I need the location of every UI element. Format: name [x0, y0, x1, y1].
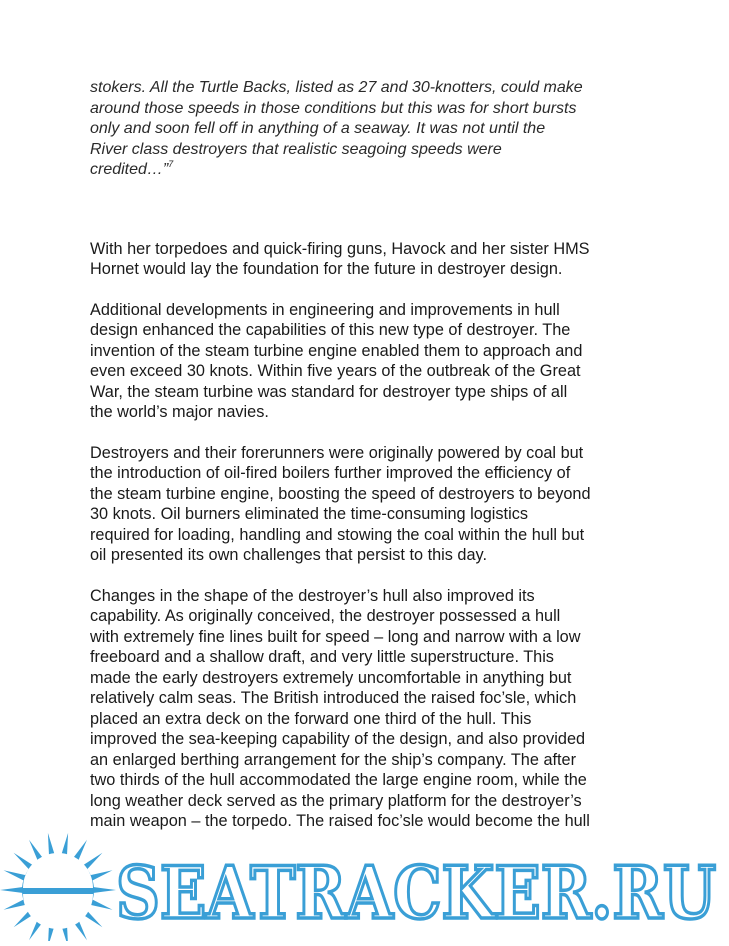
- sun-icon: [0, 833, 116, 941]
- paragraph: Additional developments in engineering and improvements in hull design enhanced the capabilities of this new type of destroyer. The invention of the steam turbine engine enabled them to approach and even exceed 30 knots. Within five years of the outbreak of the Great War, the steam turbine was standard for destroyer type ships of all the world’s major navies.: [90, 300, 583, 421]
- quote-text: stokers. All the Turtle Backs, listed as 27 and 30-knotters, could make around those speeds in those conditions but this was for short bursts only and soon fell off in anything of a seaway. It was not until the River class destroyers that realistic seagoing speeds were credited…”: [90, 79, 583, 178]
- watermark: [0, 830, 729, 941]
- paragraph: With her torpedoes and quick-firing guns, Havock and her sister HMS Hornet would lay the foundation for the future in destroyer design.: [90, 239, 590, 278]
- watermark-text: SEATRACKER.RU: [116, 850, 716, 935]
- block-quote: [90, 78, 650, 181]
- paragraph: Changes in the shape of the destroyer’s hull also improved its capability. As originally conceived, the destroyer possessed a hull with extremely fine lines built for speed – long and narrow with a low freeboard and a shallow draft, and very little superstructure. This made the early destroyers extremely uncomfortable in anything but relatively calm seas. The British introduced the raised foc’sle, which placed an extra deck on the forward one third of the hull. This improved the sea-keeping capability of the design, and also provided an enlarged berthing arrangement for the ship’s company. The after two thirds of the hull accommodated the large engine room, while the long weather deck served as the primary platform for the destroyer’s main weapon – the torpedo. The raised foc’sle would become the hull: [90, 586, 590, 830]
- sun-ray: [0, 887, 24, 893]
- footnote-marker: 7: [168, 159, 174, 169]
- document-body: [90, 78, 650, 852]
- sun-ray: [92, 887, 116, 893]
- paragraph: Destroyers and their forerunners were originally powered by coal but the introduction of oil-fired boilers further improved the efficiency of the steam turbine engine, boosting the speed of destroyers to beyond 30 knots. Oil burners eliminated the time-consuming logistics required for loading, handling and stowing the coal within the hull but oil presented its own challenges that persist to this day.: [90, 443, 591, 564]
